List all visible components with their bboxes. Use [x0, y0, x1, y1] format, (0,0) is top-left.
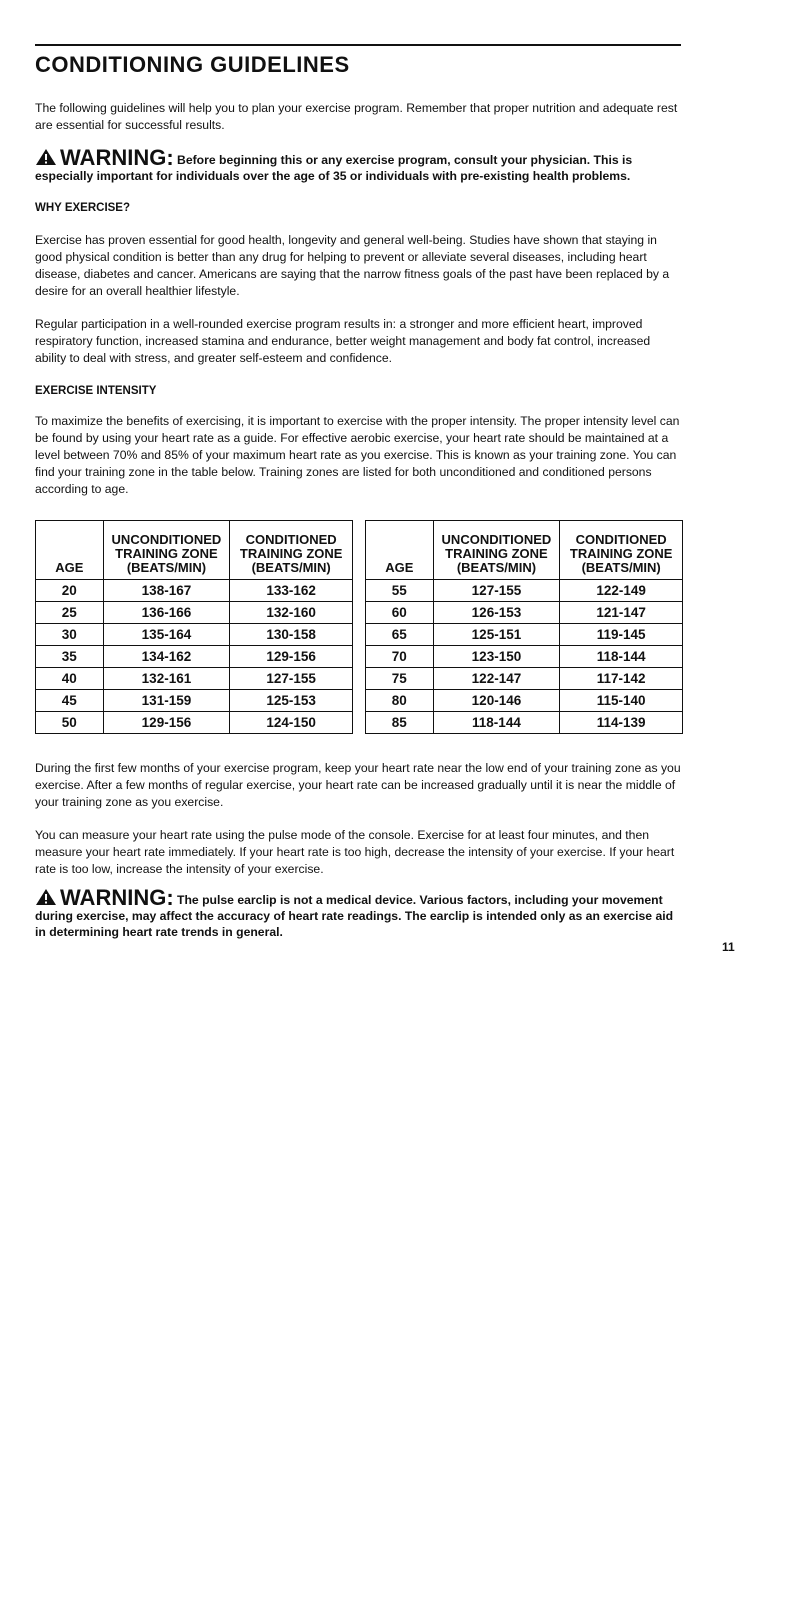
- page-content: [35, 44, 681, 940]
- age-cell: 25: [36, 602, 104, 624]
- conditioned-header: [560, 521, 683, 580]
- page-title: CONDITIONING GUIDELINES: [35, 52, 350, 77]
- conditioned-cell: 127-155: [230, 668, 353, 690]
- age-cell: 35: [36, 646, 104, 668]
- header-line: (BEATS/MIN): [456, 560, 537, 575]
- exercise-intensity-heading: EXERCISE INTENSITY: [35, 385, 157, 397]
- training-zone-table-left: [35, 520, 353, 734]
- age-cell: 75: [366, 668, 434, 690]
- conditioned-cell: 115-140: [560, 690, 683, 712]
- unconditioned-cell: 138-167: [103, 580, 230, 602]
- conditioned-header: [230, 521, 353, 580]
- why-exercise-heading: WHY EXERCISE?: [35, 202, 130, 214]
- conditioned-cell: 132-160: [230, 602, 353, 624]
- age-cell: 40: [36, 668, 104, 690]
- table-row: [366, 712, 683, 734]
- unconditioned-cell: 127-155: [433, 580, 560, 602]
- header-line: TRAINING ZONE: [115, 546, 218, 561]
- header-line: CONDITIONED: [575, 532, 667, 547]
- age-cell: 30: [36, 624, 104, 646]
- unconditioned-cell: 135-164: [103, 624, 230, 646]
- age-cell: 60: [366, 602, 434, 624]
- header-line: UNCONDITIONED: [111, 532, 222, 547]
- unconditioned-cell: 136-166: [103, 602, 230, 624]
- warning-physician: [35, 145, 681, 184]
- table-row: [366, 624, 683, 646]
- table-row: [366, 690, 683, 712]
- header-line: (BEATS/MIN): [126, 560, 207, 575]
- top-rule: [35, 44, 681, 46]
- age-cell: 85: [366, 712, 434, 734]
- unconditioned-cell: 122-147: [433, 668, 560, 690]
- table-row: [366, 646, 683, 668]
- conditioned-cell: 114-139: [560, 712, 683, 734]
- unconditioned-header: [103, 521, 230, 580]
- warning-text: The pulse earclip is not a medical device. Various factors, including your movement during exercise, may affect the accuracy of heart rate readings. The earclip is intended only as an exercise aid in determining heart rate trends in general.: [35, 893, 674, 939]
- warning-earclip: [35, 885, 681, 940]
- table-row: [366, 668, 683, 690]
- unconditioned-cell: 120-146: [433, 690, 560, 712]
- warning-triangle-icon: [35, 888, 57, 906]
- warning-text: Before beginning this or any exercise program, consult your physician. This is especially important for individuals over the age of 35 or individuals with pre-existing health problems.: [35, 153, 633, 183]
- age-cell: 65: [366, 624, 434, 646]
- table-row: [36, 646, 353, 668]
- header-line: (BEATS/MIN): [251, 560, 331, 575]
- age-cell: 20: [36, 580, 104, 602]
- unconditioned-cell: 118-144: [433, 712, 560, 734]
- header-line: UNCONDITIONED: [441, 532, 552, 547]
- age-header: AGE: [36, 521, 104, 580]
- header-line: TRAINING ZONE: [445, 546, 548, 561]
- header-line: TRAINING ZONE: [239, 546, 343, 561]
- table-row: [36, 668, 353, 690]
- page-number: 11: [722, 940, 735, 954]
- age-header: AGE: [366, 521, 434, 580]
- unconditioned-cell: 132-161: [103, 668, 230, 690]
- table-row: [36, 580, 353, 602]
- conditioned-cell: 119-145: [560, 624, 683, 646]
- conditioned-cell: 129-156: [230, 646, 353, 668]
- unconditioned-cell: 129-156: [103, 712, 230, 734]
- conditioned-cell: 125-153: [230, 690, 353, 712]
- table-row: [366, 580, 683, 602]
- warning-label: WARNING:: [60, 885, 174, 910]
- conditioned-cell: 117-142: [560, 668, 683, 690]
- table-row: [36, 690, 353, 712]
- header-line: (BEATS/MIN): [581, 560, 661, 575]
- conditioned-cell: 121-147: [560, 602, 683, 624]
- age-cell: 50: [36, 712, 104, 734]
- age-cell: 80: [366, 690, 434, 712]
- unconditioned-cell: 125-151: [433, 624, 560, 646]
- table-row: [36, 602, 353, 624]
- why-exercise-paragraph-2: Regular participation in a well-rounded exercise program results in: a stronger and more efficient heart, improved respiratory function, increased stamina and endurance, better weight management and body fat control, increased ability to deal with stress, and greater self-esteem and confidence.: [35, 317, 651, 365]
- age-cell: 55: [366, 580, 434, 602]
- age-cell: 45: [36, 690, 104, 712]
- training-zone-tables: [35, 520, 683, 734]
- training-zone-table-right: [365, 520, 683, 734]
- intro-paragraph: The following guidelines will help you to plan your exercise program. Remember that proper nutrition and adequate rest are essential for successful results.: [35, 101, 678, 132]
- unconditioned-cell: 123-150: [433, 646, 560, 668]
- exercise-intensity-paragraph: To maximize the benefits of exercising, it is important to exercise with the proper intensity. The proper intensity level can be found by using your heart rate as a guide. For effective aerobic exercise, your heart rate should be maintained at a level between 70% and 85% of your maximum heart rate as you exercise. This is known as your training zone. You can find your training zone in the table below. Training zones are listed for both unconditioned and conditioned persons according to age.: [35, 414, 680, 496]
- warning-triangle-icon: [35, 148, 57, 166]
- header-line: CONDITIONED: [245, 532, 337, 547]
- table-row: [366, 602, 683, 624]
- unconditioned-cell: 134-162: [103, 646, 230, 668]
- conditioned-cell: 118-144: [560, 646, 683, 668]
- conditioned-cell: 130-158: [230, 624, 353, 646]
- conditioned-cell: 124-150: [230, 712, 353, 734]
- table-row: [36, 624, 353, 646]
- heart-rate-guidance-paragraph: During the first few months of your exercise program, keep your heart rate near the low end of your training zone as you exercise. After a few months of regular exercise, your heart rate can be increased gradually until it is near the middle of your training zone as you exercise.: [35, 761, 681, 809]
- unconditioned-header: [433, 521, 560, 580]
- why-exercise-paragraph-1: Exercise has proven essential for good health, longevity and general well-being. Studies have shown that staying in good physical condition is better than any drug for helping to prevent or alleviate several diseases, including heart disease, diabetes and cancer. Americans are saying that the narrow fitness goals of the past have been replaced by a desire for an overall healthier lifestyle.: [35, 233, 670, 298]
- warning-label: WARNING:: [60, 145, 174, 170]
- conditioned-cell: 122-149: [560, 580, 683, 602]
- unconditioned-cell: 131-159: [103, 690, 230, 712]
- conditioned-cell: 133-162: [230, 580, 353, 602]
- pulse-measurement-paragraph: You can measure your heart rate using the pulse mode of the console. Exercise for at least four minutes, and then measure your heart rate immediately. If your heart rate is too high, decrease the intensity of your exercise. If your heart rate is too low, increase the intensity of your exercise.: [35, 828, 675, 876]
- table-row: [36, 712, 353, 734]
- unconditioned-cell: 126-153: [433, 602, 560, 624]
- age-cell: 70: [366, 646, 434, 668]
- header-line: TRAINING ZONE: [569, 546, 673, 561]
